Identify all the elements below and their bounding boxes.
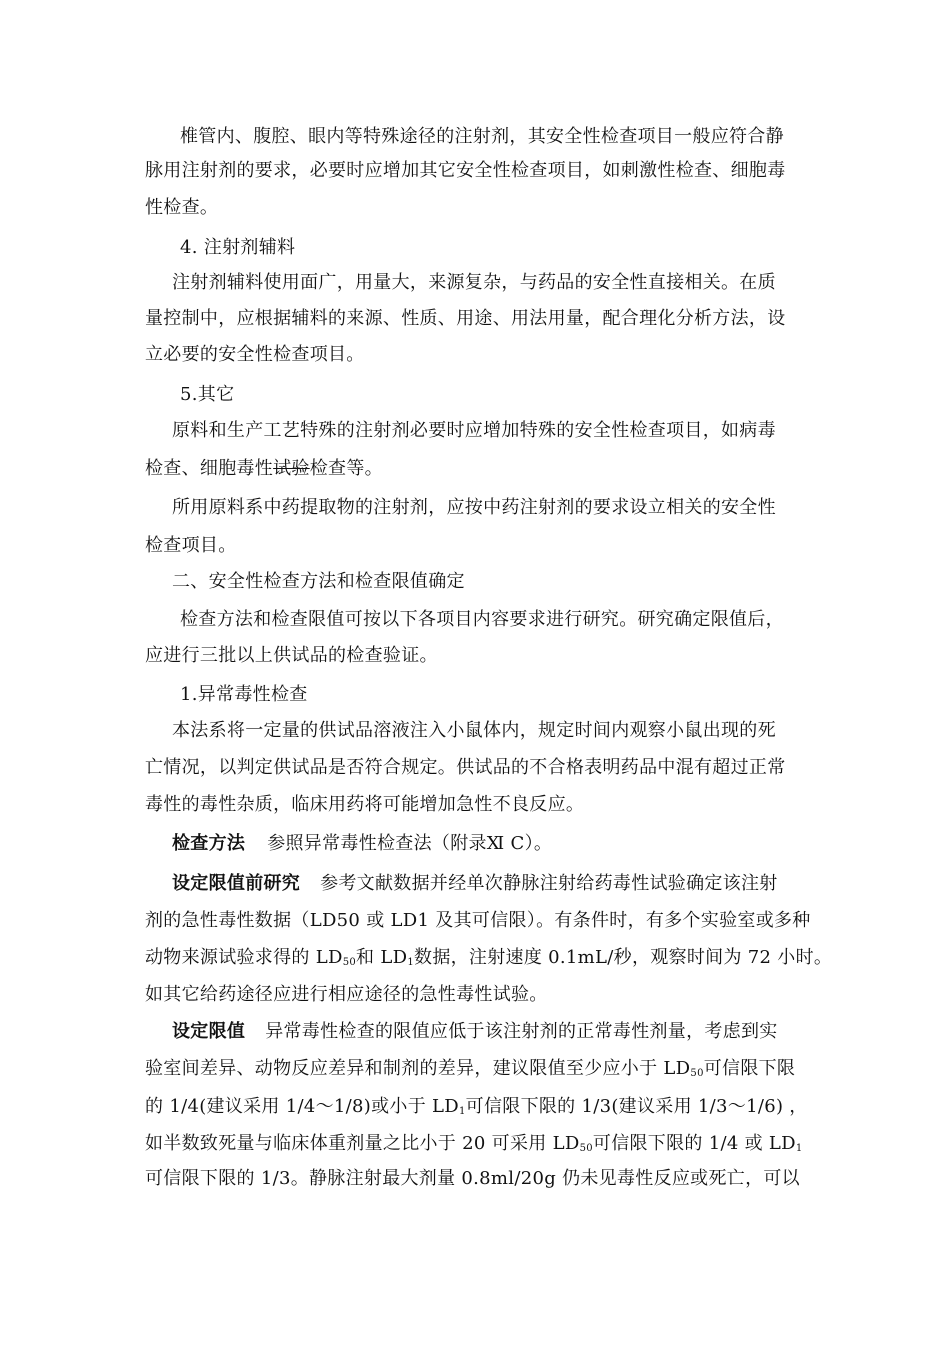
text-run: 的 1/4(建议采用 1/4～1/8)或小于 LD: [145, 1096, 459, 1117]
section-heading: 1.异常毒性检查: [180, 684, 308, 705]
text-line: [145, 1096, 808, 1118]
text-run: 如半数致死量与临床体重剂量之比小于 20 可采用 LD: [145, 1133, 580, 1154]
text-line: 量控制中，应根据辅料的来源、性质、用途、用法用量，配合理化分析方法，设: [145, 308, 786, 329]
section-heading: 二、安全性检查方法和检查限值确定: [172, 571, 465, 592]
text-line: 椎管内、腹腔、眼内等特殊途径的注射剂，其安全性检查项目一般应符合静: [180, 126, 784, 147]
text-line: [145, 947, 832, 969]
struck-text: 试验: [273, 458, 310, 479]
text-run: 异常毒性检查的限值应低于该注射剂的正常毒性剂量，考虑到实: [265, 1021, 778, 1042]
subscript: 1: [459, 1106, 466, 1117]
subscript: 50: [690, 1068, 704, 1079]
text-line: [145, 458, 383, 480]
section-heading: 4. 注射剂辅料: [180, 237, 296, 258]
text-line: [145, 1058, 795, 1080]
text-run: 验室间差异、动物反应差异和制剂的差异，建议限值至少应小于 LD: [145, 1058, 691, 1079]
text-line: 应进行三批以上供试品的检查验证。: [145, 645, 438, 666]
text-line: 立必要的安全性检查项目。: [145, 344, 365, 365]
text-run: 参考文献数据并经单次静脉注射给药毒性试验确定该注射: [320, 873, 778, 894]
text-line: 性检查。: [145, 197, 219, 218]
text-run: 可信限下限: [703, 1058, 796, 1079]
text-line: [172, 833, 552, 855]
subscript: 1: [407, 957, 415, 968]
text-run: 数据，注射速度 0.1mL/秒，观察时间为 72 小时。: [414, 947, 833, 968]
text-line: 检查方法和检查限值可按以下各项目内容要求进行研究。研究确定限值后，: [180, 609, 784, 630]
subscript: 50: [342, 957, 357, 968]
text-line: 可信限下限的 1/3。静脉注射最大剂量 0.8ml/20g 仍未见毒性反应或死亡，可以: [145, 1168, 800, 1189]
subscript: 50: [579, 1143, 593, 1154]
run-in-heading: 设定限值: [172, 1021, 246, 1042]
run-in-heading: 检查方法: [172, 833, 246, 854]
text-line: 本法系将一定量的供试品溶液注入小鼠体内，规定时间内观察小鼠出现的死: [172, 720, 776, 741]
text-line: 注射剂辅料使用面广，用量大，来源复杂，与药品的安全性直接相关。在质: [172, 272, 776, 293]
text-run: 可信限下限的 1/4 或 LD: [592, 1133, 796, 1154]
text-run: 动物来源试验求得的 LD: [145, 947, 343, 968]
text-line: 原料和生产工艺特殊的注射剂必要时应增加特殊的安全性检查项目，如病毒: [172, 420, 776, 441]
text-line: [172, 1021, 778, 1043]
text-line: 脉用注射剂的要求，必要时应增加其它安全性检查项目，如刺激性检查、细胞毒: [145, 160, 786, 181]
text-line: [172, 873, 778, 895]
text-run: 检查等。: [309, 458, 383, 479]
text-line: 剂的急性毒性数据（LD50 或 LD1 及其可信限）。有条件时，有多个实验室或多种: [145, 910, 811, 931]
text-line: 亡情况，以判定供试品是否符合规定。供试品的不合格表明药品中混有超过正常: [145, 757, 786, 778]
text-run: 可信限下限的 1/3(建议采用 1/3～1/6) ，: [465, 1096, 808, 1117]
text-run: 和 LD: [356, 947, 408, 968]
text-line: [145, 1133, 803, 1155]
section-heading: 5.其它: [180, 384, 235, 405]
text-line: 如其它给药途径应进行相应途径的急性毒性试验。: [145, 984, 548, 1005]
run-in-heading: 设定限值前研究: [172, 873, 301, 894]
subscript: 1: [795, 1143, 803, 1154]
text-line: 毒性的毒性杂质，临床用药将可能增加急性不良反应。: [145, 794, 585, 815]
text-run: 参照异常毒性检查法（附录Ⅺ C）。: [267, 833, 553, 854]
text-line: 所用原料系中药提取物的注射剂，应按中药注射剂的要求设立相关的安全性: [172, 497, 776, 518]
text-run: 检查、细胞毒性: [145, 458, 274, 479]
text-line: 检查项目。: [145, 535, 237, 556]
